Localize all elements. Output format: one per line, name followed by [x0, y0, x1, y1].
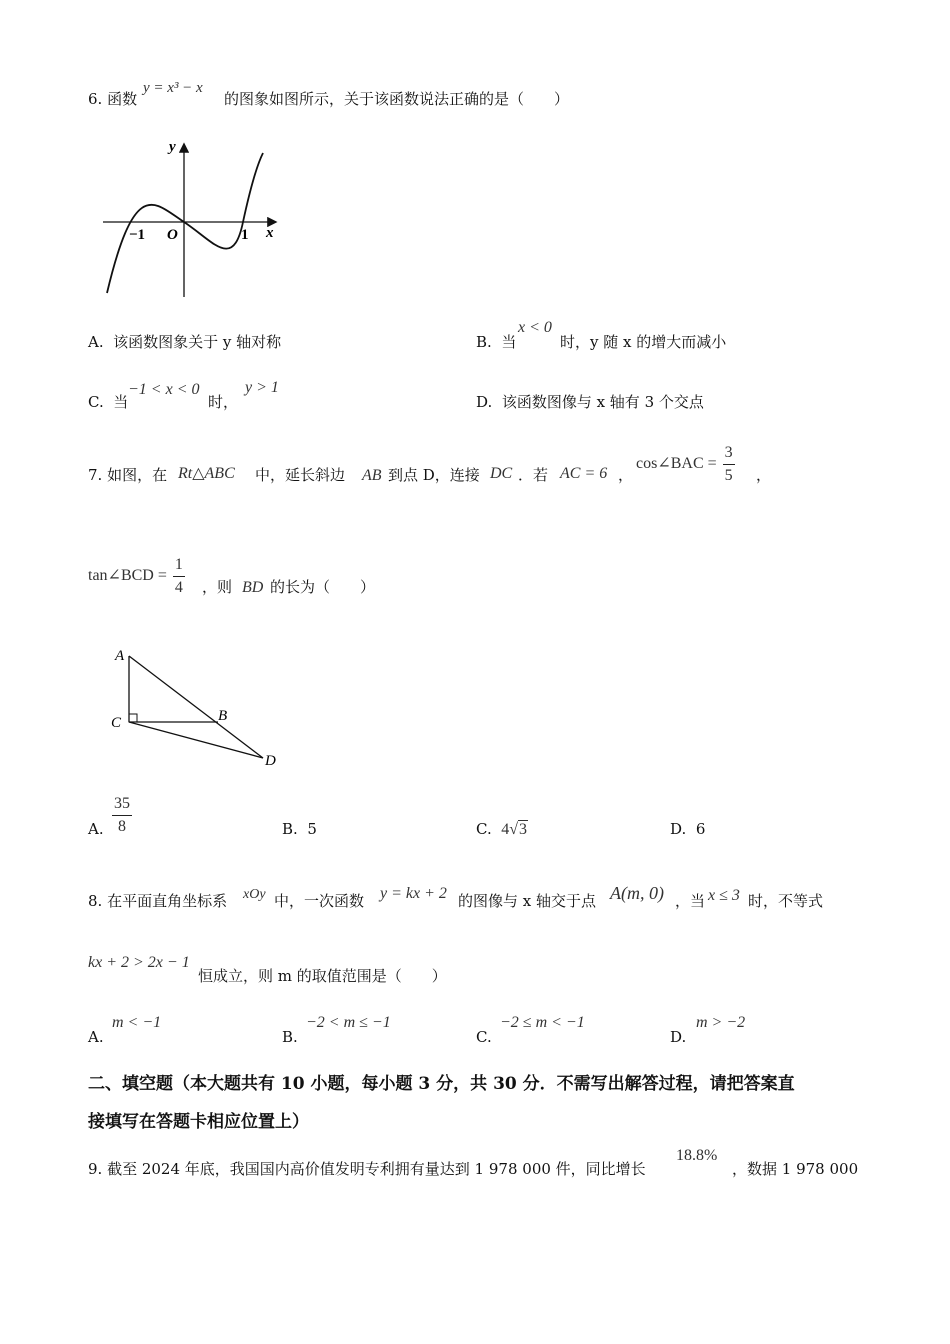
q7-text-5: ，则	[202, 578, 233, 596]
q6-option-a[interactable]	[88, 335, 281, 350]
q7-option-c-label: C.	[476, 820, 492, 838]
q7-comma-2: ，	[756, 466, 772, 484]
q7-cos-den: 5	[724, 466, 733, 484]
q7-option-a-value[interactable]	[112, 795, 132, 835]
graph-y-label: y	[169, 139, 176, 155]
q7-tan-expression	[88, 556, 185, 596]
q8-option-b-math[interactable]: −2 < m ≤ −1	[306, 1014, 391, 1031]
q6-option-d[interactable]	[476, 395, 704, 410]
q8-option-c-label[interactable]: C.	[476, 1028, 492, 1046]
graph-neg-one-label: −1	[129, 227, 146, 243]
q9-text-2: ，数据 1 978 000	[732, 1160, 859, 1178]
q7-option-d-label: D.	[670, 820, 687, 838]
section-2-heading-line-2: 接填写在答题卡相应位置上）	[88, 1112, 309, 1132]
q6-cubic-graph	[95, 135, 285, 305]
q6-option-b-label: B.	[476, 333, 492, 351]
q7-tan-label: tan∠BCD =	[88, 566, 167, 584]
q8-option-a-label[interactable]: A.	[88, 1028, 104, 1046]
q6-option-c-label: C.	[88, 393, 104, 411]
q9-text-1: 9. 截至 2024 年底，我国国内高价值发明专利拥有量达到 1 978 000 件，同比增长	[88, 1160, 646, 1178]
q7-dc: DC	[490, 465, 513, 482]
q9-percent: 18.8%	[676, 1147, 718, 1164]
graph-origin-label: O	[167, 227, 178, 243]
q8-point: A(m, 0)	[610, 883, 664, 903]
segment-cd	[129, 722, 263, 758]
q6-prefix: 6. 函数	[88, 90, 138, 108]
q7-tan-den: 4	[174, 578, 183, 596]
graph-one-label: 1	[241, 227, 249, 243]
q6-option-a-label: A.	[88, 333, 104, 351]
q7-option-b-text: 5	[307, 820, 317, 838]
q7-text-4: ．若	[518, 466, 549, 484]
sqrt-icon: √	[509, 821, 519, 838]
q7-option-b-label: B.	[282, 820, 298, 838]
q6-option-d-text: 该函数图像与 x 轴有 3 个交点	[501, 393, 704, 411]
q8-text-1: 8. 在平面直角坐标系	[88, 892, 228, 910]
point-c-label: C	[111, 715, 122, 731]
q8-text-2: 中，一次函数	[274, 892, 365, 910]
q7-ab: AB	[362, 467, 382, 484]
q6-option-a-text: 该函数图象关于 y 轴对称	[113, 333, 282, 351]
q6-option-c-pre: 当	[113, 393, 129, 411]
q7-rt-abc: Rt△ABC	[178, 465, 235, 482]
q7-ac: AC = 6	[560, 465, 608, 482]
graph-x-label: x	[266, 225, 274, 241]
q7-option-d-text: 6	[695, 820, 706, 838]
q7-option-d[interactable]	[670, 822, 705, 837]
q6-option-c-math2: y > 1	[245, 379, 279, 396]
point-a-label: A	[115, 648, 125, 664]
q6-option-d-label: D.	[476, 393, 493, 411]
q7-text-2: 中，延长斜边	[255, 466, 346, 484]
segment-ad	[129, 656, 263, 758]
q8-text-5: 时，不等式	[748, 892, 824, 910]
right-angle-mark	[129, 714, 137, 722]
q7-bd: BD	[242, 579, 264, 596]
q7-text-6: 的长为（ ）	[270, 578, 376, 596]
q7-comma: ，	[618, 466, 634, 484]
q6-option-c-math: −1 < x < 0	[128, 381, 200, 398]
q8-option-a-math[interactable]: m < −1	[112, 1014, 162, 1031]
q7-option-a-den: 8	[118, 817, 126, 835]
point-b-label: B	[218, 708, 228, 724]
q6-formula: y = x³ − x	[143, 80, 203, 96]
q6-option-b[interactable]	[476, 335, 516, 350]
q8-xoy: xOy	[243, 887, 266, 902]
q8-option-d-math[interactable]: m > −2	[696, 1014, 746, 1031]
point-d-label: D	[265, 753, 276, 769]
q6-option-b-pre: 当	[501, 333, 517, 351]
q8-inequality: kx + 2 > 2x − 1	[88, 954, 190, 971]
q8-function: y = kx + 2	[380, 885, 447, 902]
q7-triangle-figure	[105, 642, 290, 772]
q6-question-text: 的图象如图所示，关于该函数说法正确的是（ ）	[224, 90, 570, 108]
q8-condition: x ≤ 3	[708, 887, 740, 904]
section-2-heading-line-1: 二、填空题（本大题共有 10 小题，每小题 3 分，共 30 分．不需写出解答过程，请把答案直	[88, 1074, 795, 1094]
q7-cos-num: 3	[723, 444, 735, 465]
q8-text-4: ，当	[675, 892, 706, 910]
q8-text-3: 的图像与 x 轴交于点	[458, 892, 596, 910]
q7-option-b[interactable]	[282, 822, 317, 837]
cubic-curve	[107, 153, 263, 293]
q8-text-6: 恒成立，则 m 的取值范围是（ ）	[198, 967, 447, 985]
q8-option-c-math[interactable]: −2 ≤ m < −1	[500, 1014, 585, 1031]
q7-cos-expression	[636, 444, 735, 484]
q7-option-a-label[interactable]: A.	[88, 820, 104, 838]
q6-option-c-post: 时，	[208, 393, 239, 411]
q8-option-b-label[interactable]: B.	[282, 1028, 298, 1046]
q7-option-c-coef: 4	[501, 821, 510, 838]
q7-option-c-rad: 3	[519, 821, 528, 838]
q6-option-c[interactable]	[88, 395, 128, 410]
q7-cos-label: cos∠BAC =	[636, 454, 717, 472]
q8-option-d-label[interactable]: D.	[670, 1028, 687, 1046]
q7-option-a-num: 35	[112, 795, 132, 816]
q7-tan-num: 1	[173, 556, 185, 577]
q7-text-1: 7. 如图，在	[88, 466, 168, 484]
q7-option-c[interactable]	[476, 822, 528, 838]
q7-text-3: 到点 D，连接	[388, 466, 480, 484]
q6-option-b-math: x < 0	[518, 319, 552, 336]
q6-option-b-post: 时，y 随 x 的增大而减小	[560, 333, 727, 351]
